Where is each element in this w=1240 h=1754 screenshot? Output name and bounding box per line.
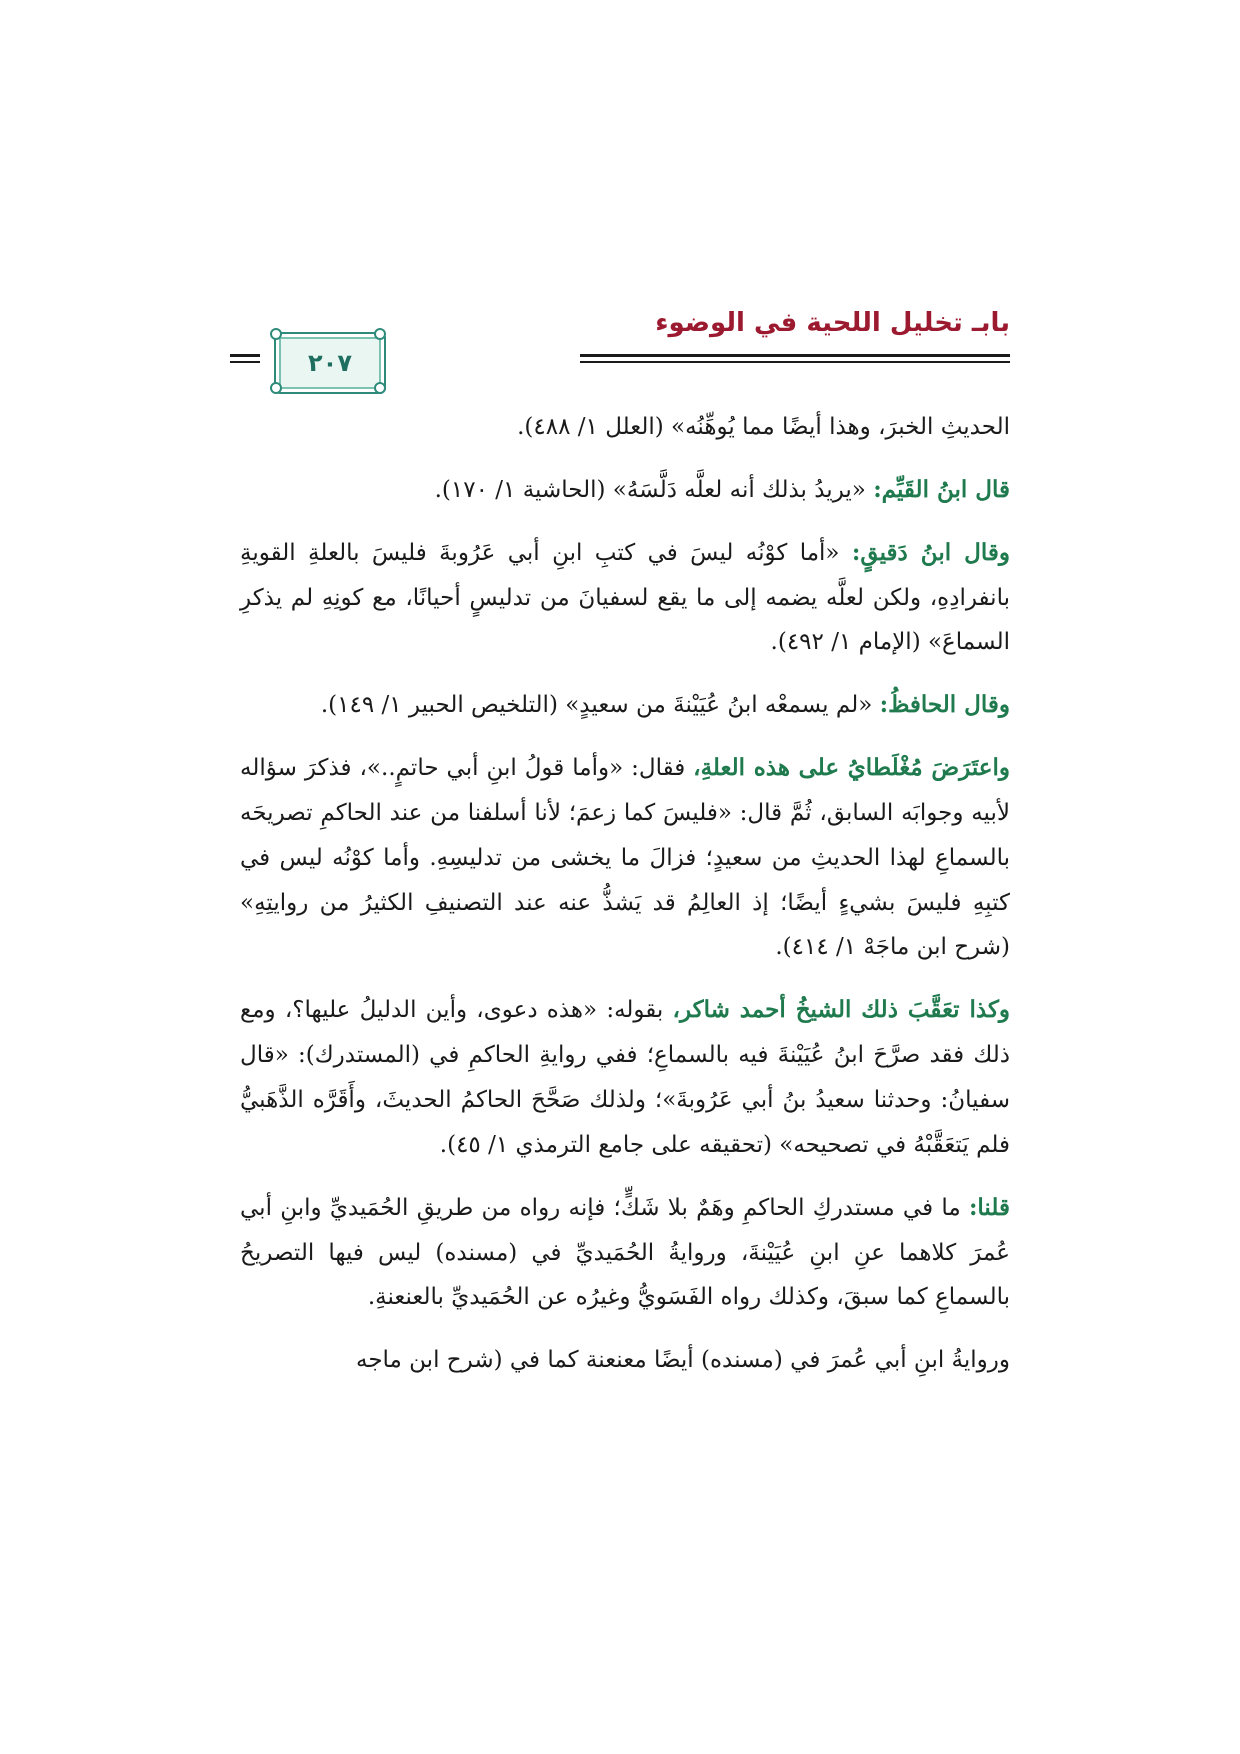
paragraph-lead: وقال ابنُ دَقيقٍ: [851,538,1011,566]
paragraph-lead: واعتَرَضَ مُغْلَطايُ على هذه العلةِ، [693,754,1010,782]
paragraph-text: ما في مستدركِ الحاكمِ وهَمٌ بلا شَكٍّ؛ فإنه رواه من طريقِ الحُمَيديِّ وابنِ أبي عُمرَ كلاهما عنِ ابنِ عُيَيْنةَ، وروايةُ الحُمَيديِّ في (مسنده) ليس فيها التصريحُ بالسماعِ كما سبقَ، وكذلك رواه الفَسَويُّ وغيرُه عن الحُمَيديِّ بالعنعنةِ. [240,1194,1010,1311]
paragraph [240,531,1010,666]
header-rule-left-bottom [230,361,260,363]
paragraph [240,405,1010,450]
page-number: ٢٠٧ [308,349,352,377]
page-number-badge [274,332,386,394]
header-rule-top [580,354,1010,357]
paragraph-text: «أما كوْنُه ليسَ في كتبِ ابنِ أبي عَرُوبةَ فليسَ بالعلةِ القويةِ بانفرادِهِ، ولكن لعلَّه يضمه إلى ما يقع لسفيانَ من تدليسٍ أحيانًا، مع كونِهِ لم يذكرِ السماعَ» (الإمام ١/ ٤٩٢). [240,539,1010,656]
paragraph-text: «لم يسمعْه ابنُ عُيَيْنةَ من سعيدٍ» (التلخيص الحبير ١/ ١٤٩). [320,692,880,719]
paragraph [240,468,1010,513]
paragraph [240,746,1010,970]
paragraph-lead: قال ابنُ القَيِّم: [873,475,1010,503]
paragraph [240,1338,1010,1383]
paragraph-lead: وقال الحافظُ: [879,691,1010,719]
paragraph-text: وروايةُ ابنِ أبي عُمرَ في (مسنده) أيضًا معنعنة كما في (شرح ابن ماجه [355,1347,1010,1374]
ornament-corner-icon [374,328,386,340]
paragraph [240,683,1010,728]
paragraph [240,1186,1010,1321]
paragraph-lead: وكذا تعَقَّبَ ذلك الشيخُ أحمد شاكر، [672,996,1010,1024]
paragraph-lead: قلنا: [968,1193,1010,1221]
header-rule-left-top [230,354,260,357]
paragraph-text: «يريدُ بذلك أنه لعلَّه دَلَّسَهُ» (الحاشية ١/ ١٧٠). [434,476,874,503]
chapter-title: بابـ تخليل اللحية في الوضوء [655,308,1010,338]
header-rule-bottom [580,361,1010,363]
page-header [230,308,1010,398]
page-body [240,405,1010,1401]
paragraph-text: بقوله: «هذه دعوى، وأين الدليلُ عليها؟، ومع ذلك فقد صرَّحَ ابنُ عُيَيْنةَ فيه بالسماعِ؛ ففي روايةِ الحاكمِ في (المستدرك): «قال سفيانُ: وحدثنا سعيدُ بنُ أبي عَرُوبةَ»؛ ولذلك صَحَّحَ الحاكمُ الحديثَ، وأَقَرَّه الذَّهَبيُّ فلم يَتعَقَّبْهُ في تصحيحه» (تحقيقه على جامع الترمذي ١/ ٤٥). [240,997,1010,1158]
paragraph-text: فقال: «وأما قولُ ابنِ أبي حاتمٍ..»، فذكرَ سؤاله لأبيه وجوابَه السابق، ثُمَّ قال: «فليسَ كما زعمَ؛ لأنا أسلفنا من عند الحاكمِ تصريحَه بالسماعِ لهذا الحديثِ من سعيدٍ؛ فزالَ ما يخشى من تدليسِهِ. وأما كوْنُه ليس في كتبِهِ فليسَ بشيءٍ أيضًا؛ إذ العالِمُ قد يَشذُّ عنه عند التصنيفِ الكثيرُ من روايتِهِ» (شرح ابن ماجَهْ ١/ ٤١٤). [240,755,1010,961]
ornament-corner-icon [270,382,282,394]
paragraph [240,988,1010,1167]
ornament-corner-icon [374,382,386,394]
ornament-corner-icon [270,328,282,340]
paragraph-text: الحديثِ الخبرَ، وهذا أيضًا مما يُوهِّنُه» (العلل ١/ ٤٨٨). [517,414,1010,440]
